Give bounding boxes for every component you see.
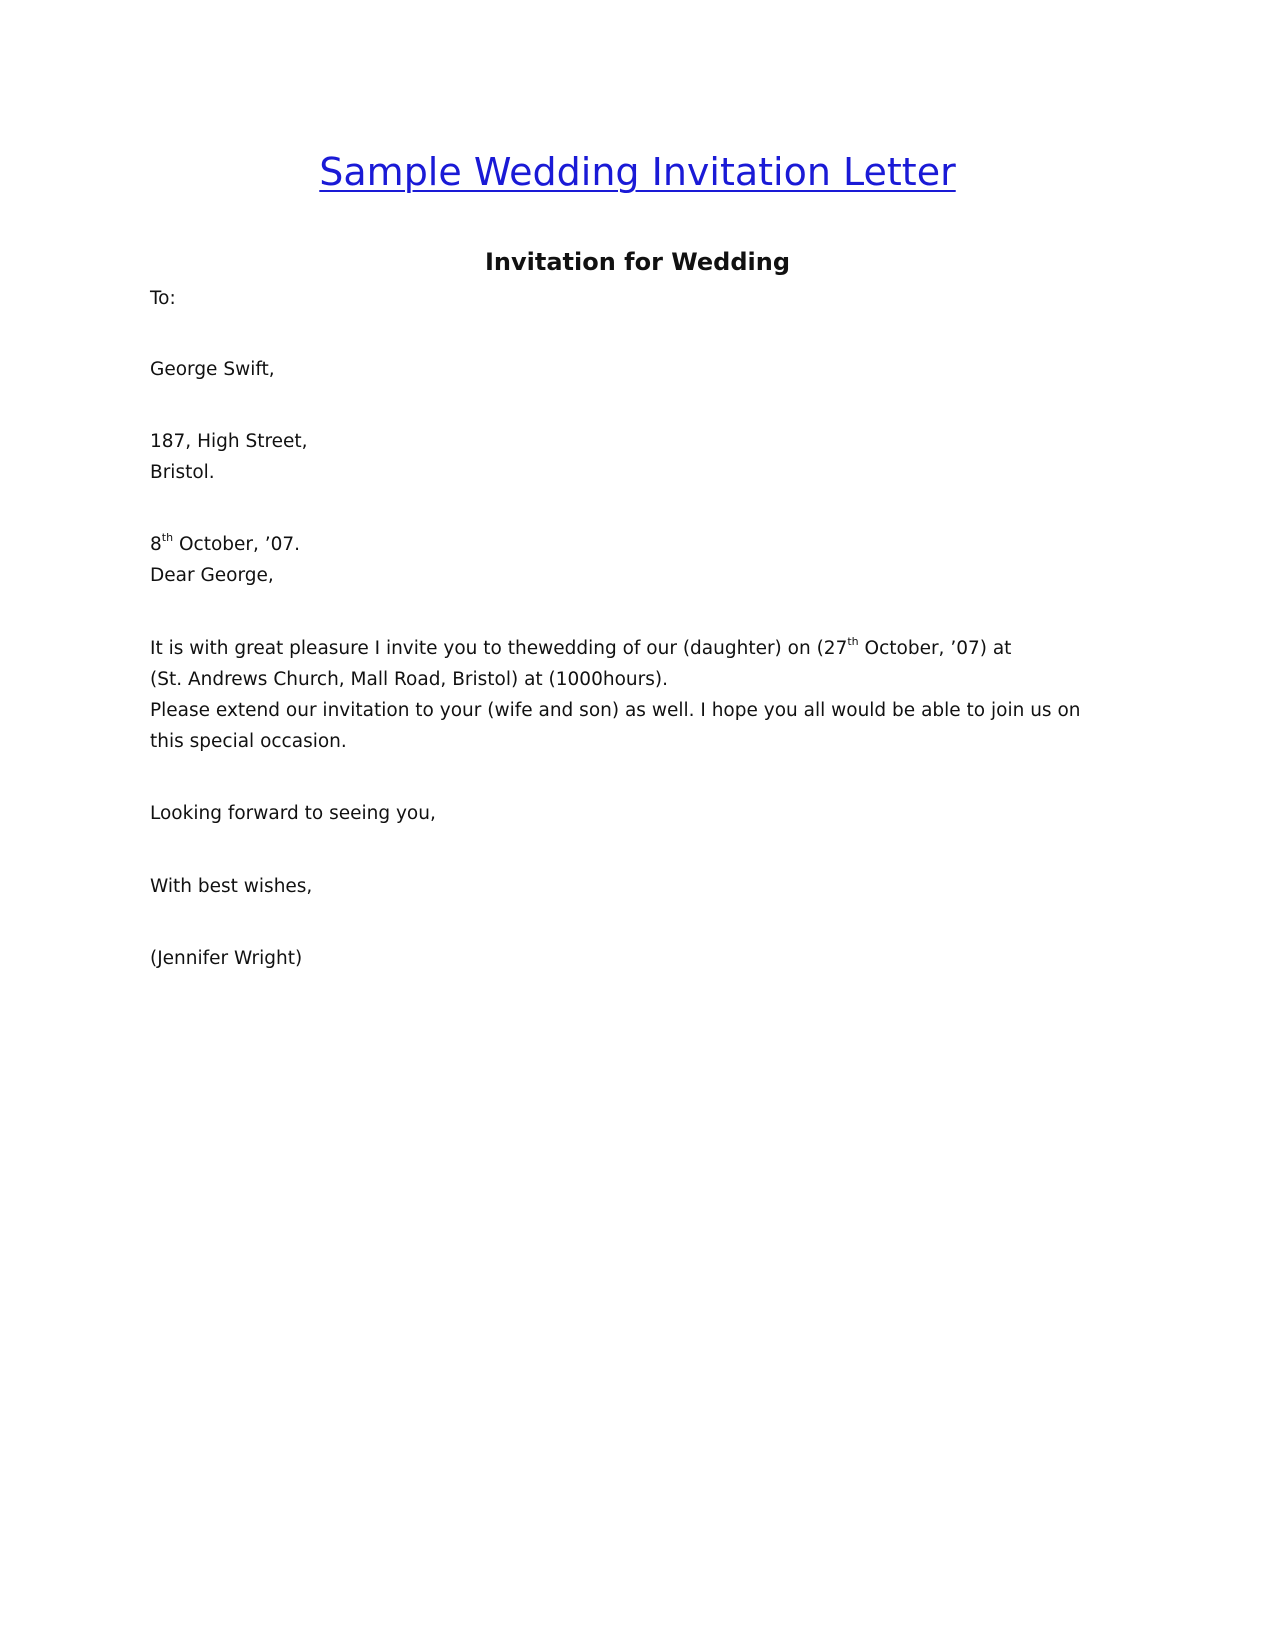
letter-date xyxy=(150,533,300,557)
letter-heading: Invitation for Wedding xyxy=(484,248,791,276)
sign-off: With best wishes, xyxy=(150,876,313,897)
body-line-1 xyxy=(150,637,1011,661)
recipient-address-line1: 187, High Street, xyxy=(150,431,308,452)
body-line-1-pre: It is with great pleasure I invite you to thewedding of our (daughter) on (27 xyxy=(150,638,848,659)
body-line-4: this special occasion. xyxy=(150,731,347,752)
date-rest: October, ’07. xyxy=(173,534,301,555)
date-suffix: th xyxy=(161,531,174,544)
salutation: Dear George, xyxy=(150,565,274,586)
body-line-1-sup: th xyxy=(847,635,859,648)
to-label: To: xyxy=(150,288,176,309)
closing-line: Looking forward to seeing you, xyxy=(150,803,436,824)
date-day: 8 xyxy=(150,534,162,555)
body-line-3: Please extend our invitation to your (wife and son) as well. I hope you all would be able to join us on xyxy=(150,700,1081,721)
document-title-link[interactable]: Sample Wedding Invitation Letter xyxy=(319,150,956,194)
body-line-2: (St. Andrews Church, Mall Road, Bristol) at (1000hours). xyxy=(150,669,668,690)
recipient-name: George Swift, xyxy=(150,359,275,380)
recipient-address-line2: Bristol. xyxy=(150,462,215,483)
body-line-1-post: October, ’07) at xyxy=(858,638,1012,659)
signature: (Jennifer Wright) xyxy=(150,948,303,969)
